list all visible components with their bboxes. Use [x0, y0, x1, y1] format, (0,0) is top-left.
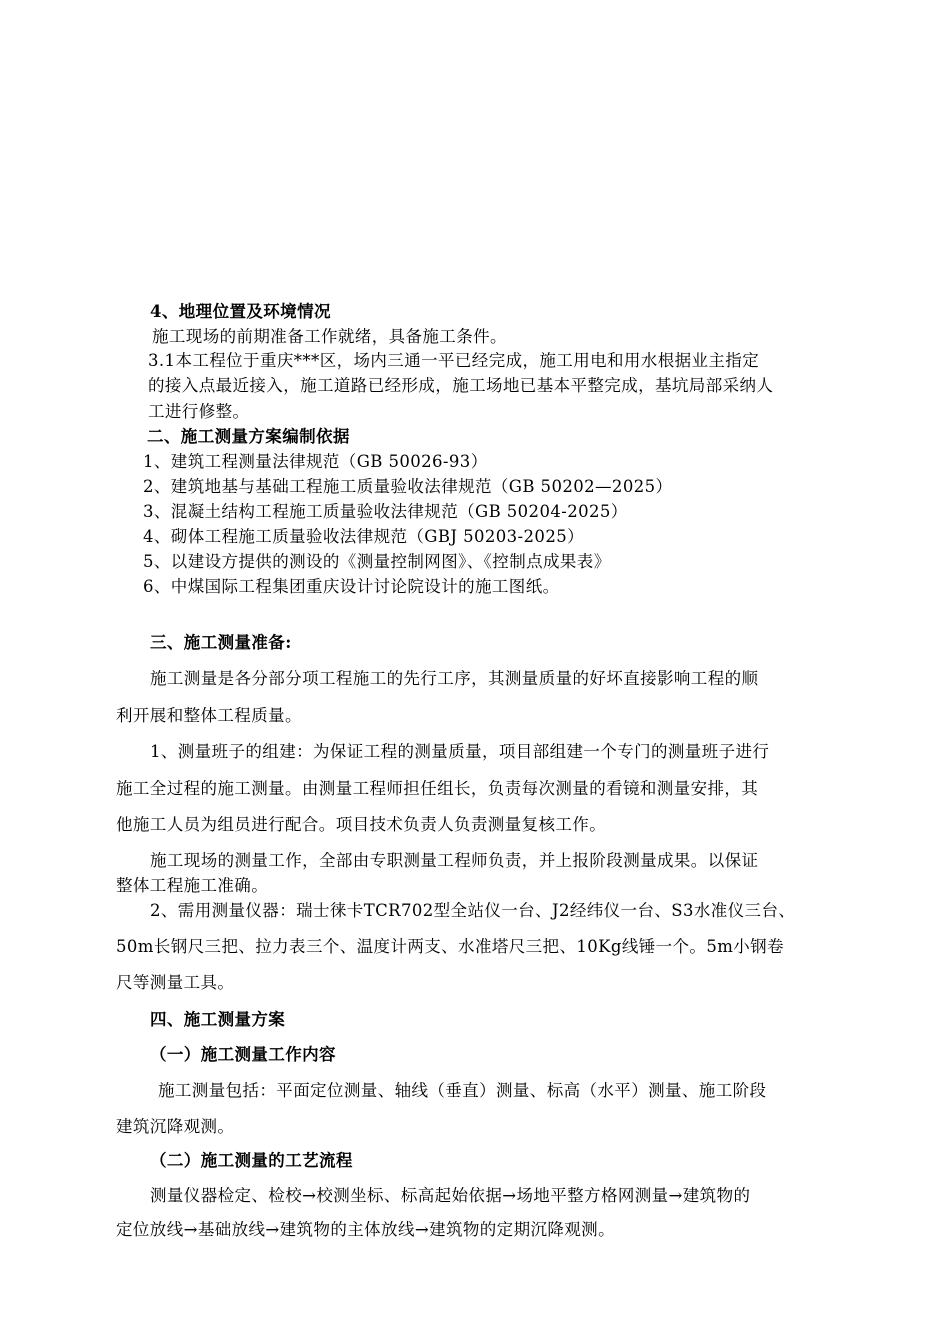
basis-item-2: 2、建筑地基与基础工程施工质量验收法律规范（GB 50202—2025） [143, 477, 673, 496]
section-4-paragraph-2-line-2: 的接入点最近接入，施工道路已经形成，施工场地已基本平整完成，基坑局部采纳人 [148, 376, 774, 395]
prep-paragraph-4-line-2: 50m长钢尺三把、拉力表三个、温度计两支、水准塔尺三把、10Kg线锤一个。5m小钢卷 [116, 937, 784, 956]
basis-item-6: 6、中煤国际工程集团重庆设计讨论院设计的施工图纸。 [143, 577, 560, 596]
prep-paragraph-4-line-3: 尺等测量工具。 [116, 973, 235, 992]
basis-item-4: 4、砌体工程施工质量验收法律规范（GBJ 50203-2025） [143, 527, 585, 546]
prep-paragraph-1-line-2: 利开展和整体工程质量。 [116, 706, 302, 725]
plan-sub2-paragraph-line-2: 定位放线→基础放线→建筑物的主体放线→建筑物的定期沉降观测。 [116, 1220, 615, 1239]
plan-heading: 四、施工测量方案 [150, 1010, 286, 1029]
prep-paragraph-3-line-1: 施工现场的测量工作，全部由专职测量工程师负责，并上报阶段测量成果。以保证 [150, 851, 759, 870]
basis-item-1: 1、建筑工程测量法律规范（GB 50026-93） [143, 452, 488, 471]
section-4-paragraph-1: 施工现场的前期准备工作就绪，具备施工条件。 [152, 327, 507, 346]
plan-subheading-1: （一）施工测量工作内容 [150, 1045, 336, 1064]
prep-paragraph-2-line-1: 1、测量班子的组建：为保证工程的测量质量，项目部组建一个专门的测量班子进行 [150, 742, 770, 761]
section-4-paragraph-2-line-3: 工进行修整。 [148, 402, 250, 421]
section-4-paragraph-2-line-1: 3.1本工程位于重庆***区，场内三通一平已经完成，施工用电和用水根据业主指定 [148, 351, 760, 370]
plan-subheading-2: （二）施工测量的工艺流程 [150, 1151, 353, 1170]
basis-item-3: 3、混凝土结构工程施工质量验收法律规范（GB 50204-2025） [143, 502, 628, 521]
plan-sub2-paragraph-line-1: 测量仪器检定、检校→校测坐标、标高起始依据→场地平整方格网测量→建筑物的 [150, 1186, 751, 1205]
prep-paragraph-3-line-2: 整体工程施工准确。 [116, 876, 269, 895]
prep-paragraph-2-line-2: 施工全过程的施工测量。由测量工程师担任组长，负责每次测量的看镜和测量安排，其 [116, 779, 759, 798]
prep-paragraph-1-line-1: 施工测量是各分部分项工程施工的先行工序，其测量质量的好坏直接影响工程的顺 [150, 669, 759, 688]
prep-paragraph-2-line-3: 他施工人员为组员进行配合。项目技术负责人负责测量复核工作。 [116, 815, 607, 834]
section-4-heading: 4、地理位置及环境情况 [150, 302, 331, 321]
basis-item-5: 5、以建设方提供的测设的《测量控制网图》、《控制点成果表》 [143, 552, 611, 571]
prep-heading: 三、施工测量准备: [150, 633, 292, 652]
plan-sub1-paragraph-line-2: 建筑沉降观测。 [116, 1117, 235, 1136]
plan-sub1-paragraph-line-1: 施工测量包括：平面定位测量、轴线（垂直）测量、标高（水平）测量、施工阶段 [158, 1081, 767, 1100]
basis-heading: 二、施工测量方案编制依据 [147, 427, 350, 446]
prep-paragraph-4-line-1: 2、需用测量仪器：瑞士徕卡TCR702型全站仪一台、J2经纬仪一台、S3水准仪三台、 [150, 901, 796, 920]
